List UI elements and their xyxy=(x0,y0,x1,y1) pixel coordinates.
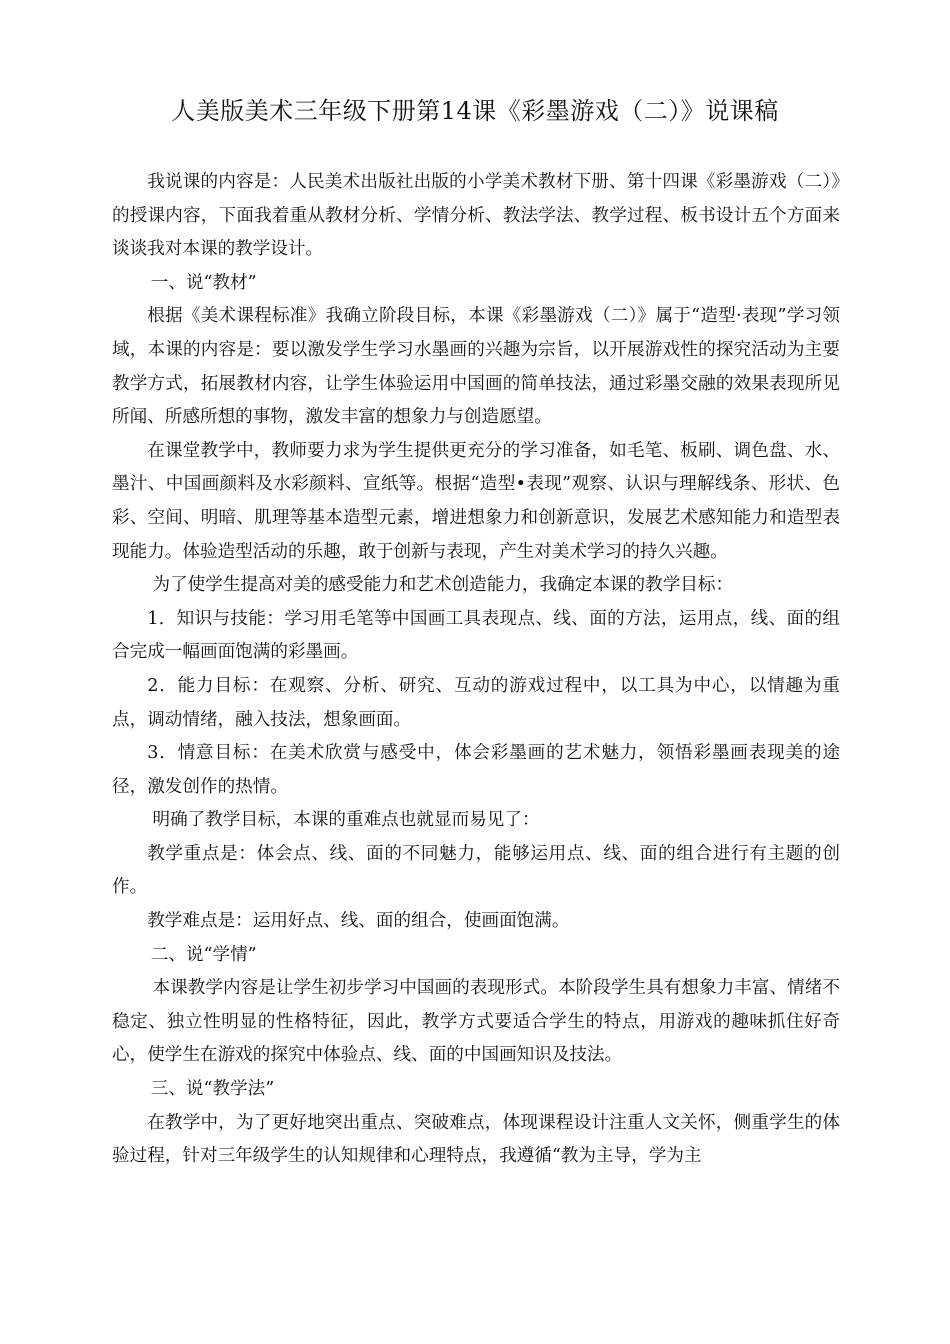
objective-emotion: 3．情意目标：在美术欣赏与感受中，体会彩墨画的艺术魅力，领悟彩墨画表现美的途径，激发创作的热情。 xyxy=(112,743,840,797)
paragraph-curriculum-standard: 根据《美术课程标准》我确立阶段目标，本课《彩墨游戏（二）》属于“造型·表现”学习领域，本课的内容是：要以激发学生学习水墨画的兴趣为宗旨，以开展游戏性的探究活动为主要教学方式，拓展教材内容，让学生体验运用中国画的简单技法，通过彩墨交融的效果表现所见所闻、所感所想的事物，激发丰富的想象力与创造愿望。 xyxy=(112,306,840,428)
paragraph-intro: 我说课的内容是：人民美术出版社出版的小学美术教材下册、第十四课《彩墨游戏（二）》的授课内容，下面我着重从教材分析、学情分析、教法学法、教学过程、板书设计五个方面来谈谈我对本课的教学设计。 xyxy=(112,172,840,260)
paragraph-key-points-intro: 明确了教学目标，本课的重难点也就显而易见了： xyxy=(152,810,540,831)
objective-ability: 2．能力目标：在观察、分析、研究、互动的游戏过程中，以工具为中心，以情趣为重点，调动情绪，融入技法，想象画面。 xyxy=(112,675,840,730)
paragraph-teaching-difficulty: 教学难点是：运用好点、线、面的组合，使画面饱满。 xyxy=(147,911,570,932)
paragraph-teaching-method: 在教学中，为了更好地突出重点、突破难点，体现课程设计注重人文关怀，侧重学生的体验过程，针对三年级学生的认知规律和心理特点，我遵循“教为主导，学为主 xyxy=(112,1112,840,1167)
paragraph-classroom-teaching: 在课堂教学中，教师要力求为学生提供更充分的学习准备，如毛笔、板刷、调色盘、水、墨汁、中国画颜料及水彩颜料、宣纸等。根据“造型•表现”观察、认识与理解线条、形状、色彩、空间、明暗、肌理等基本造型元素，增进想象力和创新意识，发展艺术感知能力和造型表现能力。体验造型活动的乐趣，敢于创新与表现，产生对美术学习的持久兴趣。 xyxy=(112,440,840,562)
section-heading-textbook: 一、说“教材” xyxy=(150,272,257,293)
page-title: 人美版美术三年级下册第14课《彩墨游戏（二）》说课稿 xyxy=(171,97,779,125)
objective-knowledge-skill: 1．知识与技能：学习用毛笔等中国画工具表现点、线、面的方法，运用点，线、面的组合完成一幅画面饱满的彩墨画。 xyxy=(112,608,840,663)
section-heading-teaching-method: 三、说“教学法” xyxy=(150,1079,275,1100)
paragraph-teaching-focus: 教学重点是：体会点、线、面的不同魅力，能够运用点、线、面的组合进行有主题的创作。 xyxy=(112,843,840,898)
document-body xyxy=(112,166,840,1174)
section-heading-student-situation: 二、说“学情” xyxy=(150,944,257,965)
paragraph-objectives-intro: 为了使学生提高对美的感受能力和艺术创造能力，我确定本课的教学目标： xyxy=(152,575,734,596)
paragraph-student-situation: 本课教学内容是让学生初步学习中国画的表现形式。本阶段学生具有想象力丰富、情绪不稳定、独立性明显的性格特征，因此，教学方式要适合学生的特点，用游戏的趣味抓住好奇心，使学生在游戏的探究中体验点、线、面的中国画知识及技法。 xyxy=(112,978,840,1066)
